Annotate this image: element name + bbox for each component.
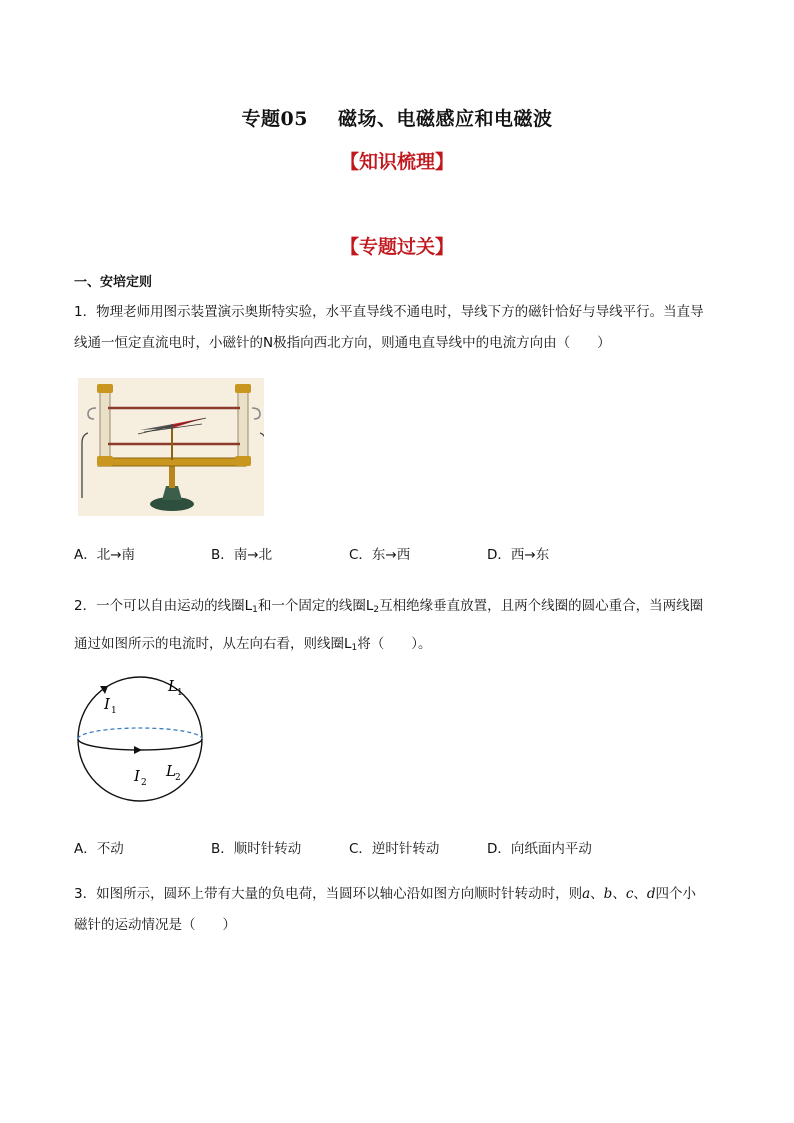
question-1-line-1: 1．物理老师用图示装置演示奥斯特实验，水平直导线不通电时，导线下方的磁针恰好与导线平行。当直导 bbox=[74, 304, 704, 320]
label-I1: I bbox=[104, 695, 110, 713]
q1-option-c: C．东→西 bbox=[349, 547, 411, 563]
label-L1-sub: 1 bbox=[177, 688, 183, 698]
question-2-line-1: 2．一个可以自由运动的线圈$L_1$和一个固定的线圈$L_2$互相绝缘垂直放置，且两个线圈的圆心重合，当两线圈 bbox=[74, 598, 704, 615]
label-L2-sub: 2 bbox=[175, 773, 181, 783]
label-I2: I bbox=[134, 767, 140, 785]
knowledge-heading: 【知识梳理】 bbox=[339, 151, 454, 173]
q2-option-a: A．不动 bbox=[74, 841, 124, 857]
q2-option-d: D．向纸面内平动 bbox=[487, 841, 592, 857]
title-topic-number: 专题05 bbox=[241, 108, 308, 130]
title-topic-name: 磁场、电磁感应和电磁波 bbox=[337, 108, 553, 130]
label-I2-sub: 2 bbox=[141, 778, 147, 788]
oersted-apparatus-drawing bbox=[78, 378, 264, 516]
practice-heading: 【专题过关】 bbox=[339, 236, 454, 258]
q2-option-b: B．顺时针转动 bbox=[211, 841, 302, 857]
oersted-apparatus-image bbox=[78, 378, 264, 516]
question-3-line-2: 磁针的运动情况是（ ） bbox=[74, 917, 236, 933]
question-3-line-1: 3．如图所示，圆环上带有大量的负电荷，当圆环以轴心沿如图方向顺时针转动时，则a、b、c、d四个小 bbox=[74, 886, 697, 902]
label-L2: L bbox=[166, 762, 176, 780]
q1-option-d: D．西→东 bbox=[487, 547, 550, 563]
q1-option-a: A．北→南 bbox=[74, 547, 136, 563]
label-L1: L bbox=[168, 677, 178, 695]
coil-diagram bbox=[74, 672, 206, 802]
section-title: 一、安培定则 bbox=[74, 275, 153, 290]
q2-option-c: C．逆时针转动 bbox=[349, 841, 440, 857]
question-1-line-2: 线通一恒定直流电时，小磁针的N极指向西北方向，则通电直导线中的电流方向由（ ） bbox=[74, 335, 611, 351]
question-3 bbox=[74, 879, 726, 941]
coil-diagram-drawing bbox=[74, 672, 206, 802]
q1-option-b: B．南→北 bbox=[211, 547, 273, 563]
page-title bbox=[0, 104, 794, 131]
question-1 bbox=[74, 297, 726, 359]
label-I1-sub: 1 bbox=[111, 706, 117, 716]
question-2 bbox=[74, 589, 726, 665]
question-2-line-2: 通过如图所示的电流时，从左向右看，则线圈$L_1$将（ ）。 bbox=[74, 636, 432, 653]
